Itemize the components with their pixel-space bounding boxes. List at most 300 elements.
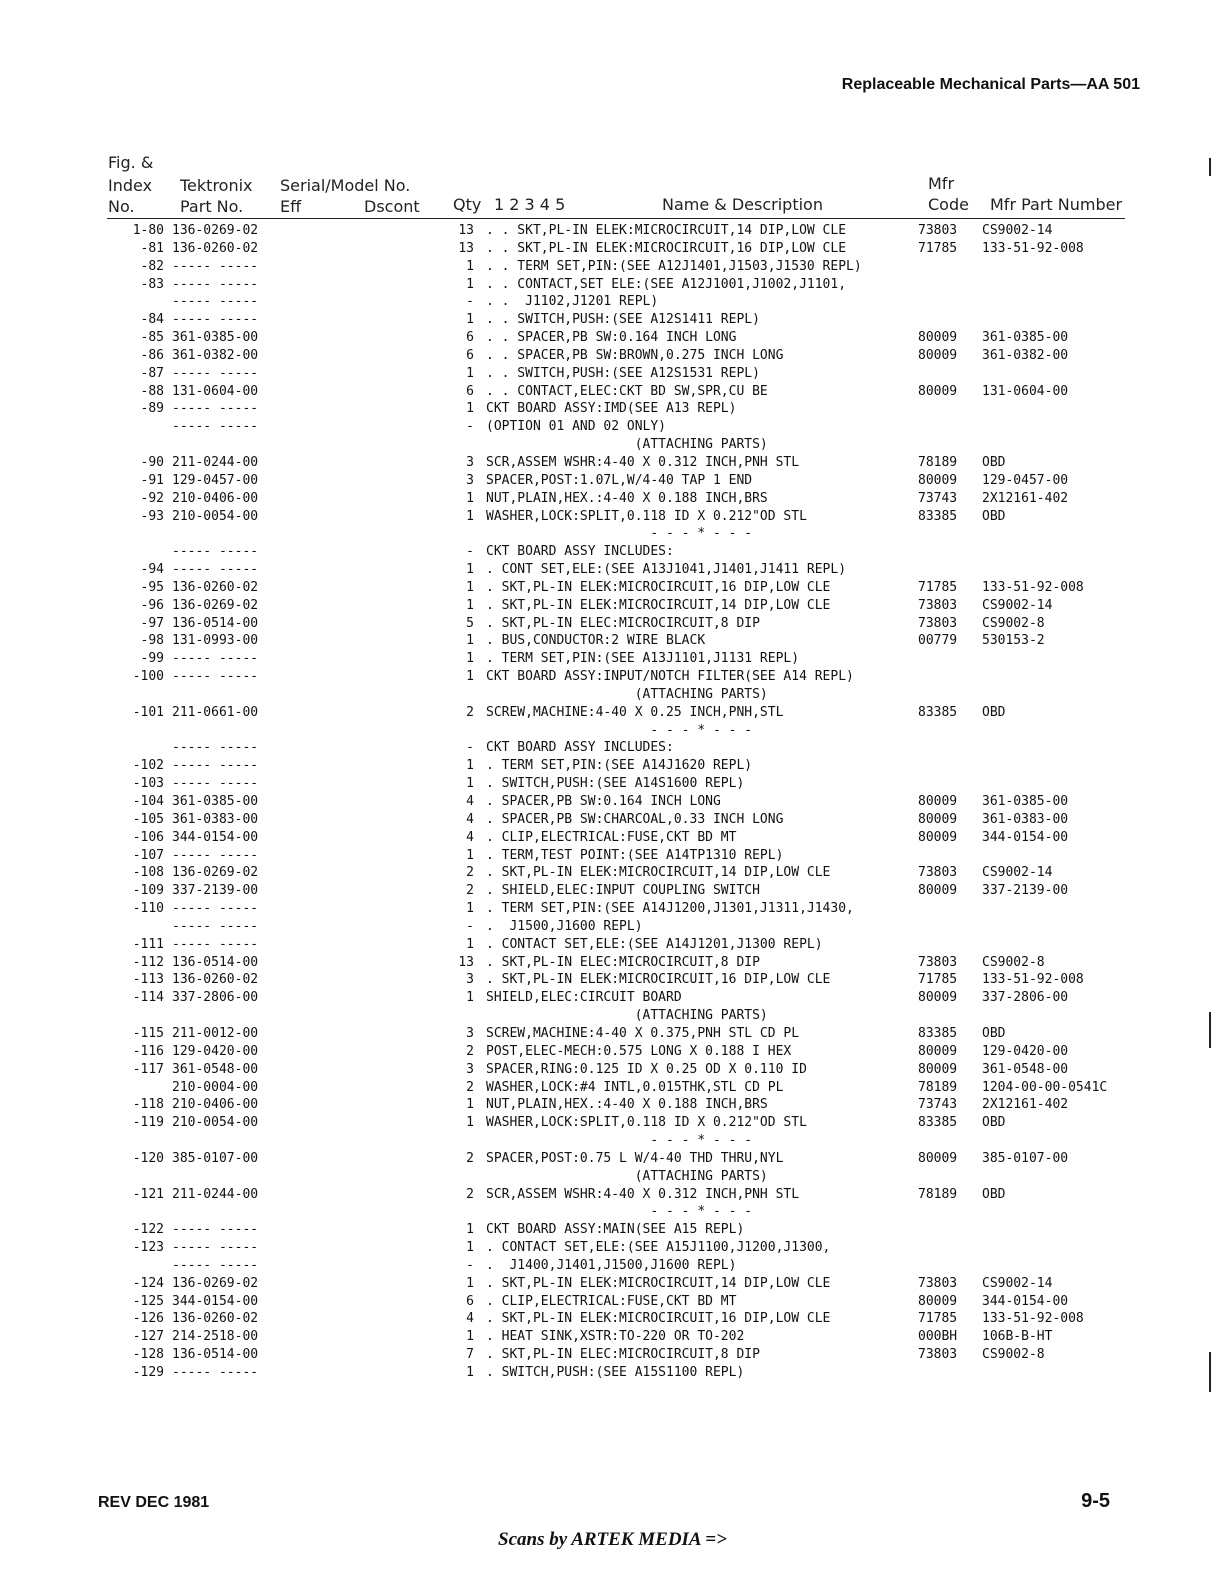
part-number-cell: 129-0457-00 (172, 472, 259, 488)
mfr-part-number-cell: 133-51-92-008 (982, 579, 1084, 595)
col-tektronix-line1: Tektronix (180, 176, 253, 195)
table-row (0, 954, 1225, 972)
index-cell: -83 (140, 276, 164, 292)
table-row (0, 1328, 1225, 1346)
mfr-code-cell: 71785 (918, 972, 958, 988)
qty-cell: 2 (466, 1186, 474, 1202)
qty-cell: 13 (458, 240, 474, 256)
table-row (0, 311, 1225, 329)
qty-cell: 1 (466, 508, 474, 524)
part-number-cell: 211-0661-00 (172, 704, 259, 720)
description-cell: CKT BOARD ASSY INCLUDES: (486, 544, 674, 560)
index-cell: -99 (140, 651, 164, 667)
mfr-code-cell: 73803 (918, 954, 958, 970)
col-fig-line1: Fig. & (108, 153, 154, 172)
part-number-cell: 136-0260-02 (172, 972, 259, 988)
mfr-part-number-cell: CS9002-14 (982, 223, 1053, 238)
mfr-code-cell: 80009 (918, 1043, 958, 1059)
mfr-part-number-cell: 129-0420-00 (982, 1043, 1069, 1059)
header-rule (107, 218, 1125, 219)
mfr-part-number-cell: 133-51-92-008 (982, 972, 1084, 988)
index-cell: -102 (132, 758, 164, 774)
scan-credit: Scans by ARTEK MEDIA => (498, 1529, 727, 1550)
description-cell: . CONTACT SET,ELE:(SEE A15J1100,J1200,J1300, (486, 1240, 831, 1256)
part-number-cell: 211-0244-00 (172, 454, 259, 470)
index-cell: -111 (132, 936, 164, 952)
table-row (0, 1186, 1225, 1204)
index-cell: -123 (132, 1240, 164, 1256)
qty-cell: 1 (466, 847, 474, 863)
table-row (0, 1096, 1225, 1114)
qty-cell: - (466, 294, 474, 310)
description-cell: . . CONTACT,ELEC:CKT BD SW,SPR,CU BE (486, 383, 768, 399)
description-cell: - - - * - - - (486, 1204, 753, 1220)
table-row (0, 436, 1225, 454)
table-row (0, 1364, 1225, 1382)
index-cell: -98 (140, 633, 164, 649)
index-cell: -124 (132, 1275, 164, 1291)
part-number-cell: ----- ----- (172, 847, 259, 863)
description-cell: . SWITCH,PUSH:(SEE A15S1100 REPL) (486, 1365, 745, 1380)
index-cell: -90 (140, 454, 164, 470)
mfr-code-cell: 000BH (918, 1329, 958, 1345)
part-number-cell: ----- ----- (172, 651, 259, 667)
part-number-cell: 214-2518-00 (172, 1329, 259, 1345)
description-cell: . . SKT,PL-IN ELEK:MICROCIRCUIT,16 DIP,LOW CLE (486, 240, 847, 256)
qty-cell: 1 (466, 365, 474, 381)
index-cell: -109 (132, 883, 164, 899)
qty-cell: 1 (466, 401, 474, 417)
mfr-code-cell: 73743 (918, 490, 958, 506)
description-cell: (ATTACHING PARTS) (486, 686, 768, 702)
table-row (0, 1346, 1225, 1364)
index-cell: -125 (132, 1293, 164, 1309)
col-mfr-part-number: Mfr Part Number (990, 195, 1123, 214)
index-cell: -114 (132, 990, 164, 1006)
index-cell: -106 (132, 829, 164, 845)
qty-cell: 1 (466, 579, 474, 595)
table-row (0, 1203, 1225, 1221)
part-number-cell: 361-0382-00 (172, 347, 259, 363)
table-row (0, 1079, 1225, 1097)
description-cell: CKT BOARD ASSY:INPUT/NOTCH FILTER(SEE A14 REPL) (486, 669, 854, 685)
part-number-cell: 337-2806-00 (172, 990, 259, 1006)
part-number-cell: 211-0244-00 (172, 1186, 259, 1202)
mfr-part-number-cell: 385-0107-00 (982, 1150, 1069, 1166)
part-number-cell: 136-0269-02 (172, 865, 259, 881)
qty-cell: 2 (466, 1150, 474, 1166)
index-cell: -121 (132, 1186, 164, 1202)
qty-cell: - (466, 740, 474, 756)
table-row (0, 739, 1225, 757)
table-row (0, 1293, 1225, 1311)
table-row (0, 882, 1225, 900)
mfr-part-number-cell: 131-0604-00 (982, 383, 1069, 399)
description-cell: . SKT,PL-IN ELEK:MICROCIRCUIT,16 DIP,LOW CLE (486, 972, 831, 988)
table-row (0, 1239, 1225, 1257)
index-cell: -92 (140, 490, 164, 506)
table-row (0, 329, 1225, 347)
mfr-code-cell: 80009 (918, 1293, 958, 1309)
mfr-part-number-cell: 361-0385-00 (982, 794, 1069, 809)
table-row (0, 383, 1225, 401)
col-mfr-line2: Code (928, 195, 969, 214)
table-row (0, 454, 1225, 472)
part-number-cell: 136-0269-02 (172, 223, 259, 238)
qty-cell: 1 (466, 901, 474, 917)
mfr-code-cell: 73743 (918, 1097, 958, 1113)
qty-cell: 1 (466, 1222, 474, 1238)
qty-cell: 2 (466, 865, 474, 881)
column-headers (0, 150, 1225, 220)
table-row (0, 650, 1225, 668)
description-cell: . TERM SET,PIN:(SEE A14J1620 REPL) (486, 758, 753, 774)
mfr-part-number-cell: 1204-00-00-0541C (982, 1079, 1108, 1095)
table-row (0, 1310, 1225, 1328)
part-number-cell: 136-0260-02 (172, 240, 259, 256)
description-cell: . SPACER,PB SW:CHARCOAL,0.33 INCH LONG (486, 811, 784, 827)
index-cell: -110 (132, 901, 164, 917)
qty-cell: 1 (466, 276, 474, 292)
qty-cell: 1 (466, 562, 474, 578)
mfr-code-cell: 83385 (918, 508, 958, 524)
description-cell: . SPACER,PB SW:0.164 INCH LONG (486, 794, 721, 809)
table-row (0, 900, 1225, 918)
qty-cell: 1 (466, 758, 474, 774)
description-cell: . CLIP,ELECTRICAL:FUSE,CKT BD MT (486, 1293, 737, 1309)
qty-cell: 2 (466, 1043, 474, 1059)
qty-cell: 1 (466, 776, 474, 792)
description-cell: SCR,ASSEM WSHR:4-40 X 0.312 INCH,PNH STL (486, 1186, 800, 1202)
part-number-cell: ----- ----- (172, 312, 259, 328)
mfr-code-cell: 80009 (918, 990, 958, 1006)
part-number-cell: ----- ----- (172, 294, 259, 310)
part-number-cell: ----- ----- (172, 1222, 259, 1238)
col-qty: Qty (453, 195, 482, 214)
index-cell: -103 (132, 776, 164, 792)
part-number-cell: 136-0514-00 (172, 954, 259, 970)
table-row (0, 543, 1225, 561)
table-row (0, 615, 1225, 633)
table-row (0, 1275, 1225, 1293)
index-cell: -86 (140, 347, 164, 363)
part-number-cell: 361-0385-00 (172, 330, 259, 346)
qty-cell: 1 (466, 258, 474, 274)
col-fig-line2: Index (108, 176, 153, 195)
index-cell: -94 (140, 562, 164, 578)
description-cell: NUT,PLAIN,HEX.:4-40 X 0.188 INCH,BRS (486, 1097, 768, 1113)
page-number: 9-5 (1081, 1490, 1110, 1512)
index-cell: -117 (132, 1061, 164, 1077)
qty-cell: 7 (466, 1347, 474, 1363)
mfr-part-number-cell: 530153-2 (982, 633, 1045, 649)
table-row (0, 722, 1225, 740)
qty-cell: - (466, 419, 474, 435)
table-row (0, 276, 1225, 294)
mfr-part-number-cell: CS9002-8 (982, 615, 1045, 631)
qty-cell: 3 (466, 1025, 474, 1041)
table-row (0, 704, 1225, 722)
description-cell: POST,ELEC-MECH:0.575 LONG X 0.188 I HEX (486, 1043, 792, 1059)
mfr-part-number-cell: 361-0383-00 (982, 811, 1069, 827)
qty-cell: 1 (466, 312, 474, 328)
description-cell: WASHER,LOCK:SPLIT,0.118 ID X 0.212"OD STL (486, 1115, 807, 1131)
index-cell: -119 (132, 1115, 164, 1131)
scan-edge-mark (1209, 1012, 1211, 1048)
mfr-code-cell: 78189 (918, 1079, 958, 1095)
mfr-part-number-cell: 337-2139-00 (982, 883, 1069, 899)
part-number-cell: ----- ----- (172, 1365, 259, 1380)
index-cell: -118 (132, 1097, 164, 1113)
table-row (0, 597, 1225, 615)
description-cell: . . SWITCH,PUSH:(SEE A12S1411 REPL) (486, 312, 760, 328)
table-row (0, 1061, 1225, 1079)
description-cell: SCR,ASSEM WSHR:4-40 X 0.312 INCH,PNH STL (486, 454, 800, 470)
part-number-cell: 136-0260-02 (172, 579, 259, 595)
index-cell: -84 (140, 312, 164, 328)
part-number-cell: 136-0269-02 (172, 597, 259, 613)
qty-cell: - (466, 544, 474, 560)
description-cell: . J1400,J1401,J1500,J1600 REPL) (486, 1257, 737, 1273)
table-row (0, 1043, 1225, 1061)
table-row (0, 686, 1225, 704)
description-cell: SPACER,POST:1.07L,W/4-40 TAP 1 END (486, 472, 753, 488)
mfr-part-number-cell: 133-51-92-008 (982, 240, 1084, 256)
table-row (0, 668, 1225, 686)
part-number-cell: ----- ----- (172, 276, 259, 292)
qty-cell: 4 (466, 829, 474, 845)
index-cell: -115 (132, 1025, 164, 1041)
table-row (0, 1150, 1225, 1168)
mfr-code-cell: 80009 (918, 1150, 958, 1166)
table-row (0, 1025, 1225, 1043)
table-row (0, 793, 1225, 811)
description-cell: . . CONTACT,SET ELE:(SEE A12J1001,J1002,J1101, (486, 276, 847, 292)
description-cell: . SWITCH,PUSH:(SEE A14S1600 REPL) (486, 776, 745, 792)
description-cell: . SKT,PL-IN ELEC:MICROCIRCUIT,8 DIP (486, 954, 760, 970)
part-number-cell: 136-0514-00 (172, 1347, 259, 1363)
parts-table (0, 222, 1225, 1382)
index-cell: -116 (132, 1043, 164, 1059)
mfr-code-cell: 73803 (918, 865, 958, 881)
description-cell: SPACER,POST:0.75 L W/4-40 THD THRU,NYL (486, 1150, 784, 1166)
description-cell: . . SPACER,PB SW:0.164 INCH LONG (486, 330, 737, 346)
table-row (0, 757, 1225, 775)
description-cell: . TERM,TEST POINT:(SEE A14TP1310 REPL) (486, 847, 784, 863)
mfr-part-number-cell: CS9002-8 (982, 1347, 1045, 1363)
index-cell: -105 (132, 811, 164, 827)
part-number-cell: ----- ----- (172, 901, 259, 917)
mfr-part-number-cell: 344-0154-00 (982, 1293, 1069, 1309)
part-number-cell: 211-0012-00 (172, 1025, 259, 1041)
index-cell: -120 (132, 1150, 164, 1166)
index-cell: -122 (132, 1222, 164, 1238)
index-cell: 1-80 (132, 223, 164, 238)
index-cell: -129 (132, 1365, 164, 1380)
index-cell: -91 (140, 472, 164, 488)
qty-cell: 4 (466, 1311, 474, 1327)
col-dscont: Dscont (364, 197, 420, 216)
description-cell: . . SPACER,PB SW:BROWN,0.275 INCH LONG (486, 347, 784, 363)
part-number-cell: ----- ----- (172, 1257, 259, 1273)
mfr-part-number-cell: 133-51-92-008 (982, 1311, 1084, 1327)
part-number-cell: ----- ----- (172, 758, 259, 774)
qty-cell: - (466, 1257, 474, 1273)
mfr-code-cell: 83385 (918, 1115, 958, 1131)
index-cell: -128 (132, 1347, 164, 1363)
description-cell: CKT BOARD ASSY:MAIN(SEE A15 REPL) (486, 1222, 745, 1238)
mfr-code-cell: 73803 (918, 1275, 958, 1291)
qty-cell: 1 (466, 651, 474, 667)
table-row (0, 472, 1225, 490)
description-cell: WASHER,LOCK:SPLIT,0.118 ID X 0.212"OD STL (486, 508, 807, 524)
part-number-cell: 131-0993-00 (172, 633, 259, 649)
mfr-part-number-cell: OBD (982, 508, 1006, 524)
mfr-code-cell: 80009 (918, 883, 958, 899)
mfr-part-number-cell: 344-0154-00 (982, 829, 1069, 845)
index-cell: -95 (140, 579, 164, 595)
mfr-part-number-cell: OBD (982, 1025, 1006, 1041)
col-levels: 1 2 3 4 5 (494, 195, 566, 214)
index-cell: -87 (140, 365, 164, 381)
index-cell: -82 (140, 258, 164, 274)
qty-cell: 3 (466, 472, 474, 488)
index-cell: -112 (132, 954, 164, 970)
qty-cell: 4 (466, 794, 474, 809)
description-cell: SCREW,MACHINE:4-40 X 0.25 INCH,PNH,STL (486, 704, 784, 720)
description-cell: . . J1102,J1201 REPL) (486, 294, 659, 310)
mfr-code-cell: 80009 (918, 1061, 958, 1077)
description-cell: . TERM SET,PIN:(SEE A14J1200,J1301,J1311,J1430, (486, 901, 854, 917)
description-cell: . CONT SET,ELE:(SEE A13J1041,J1401,J1411 REPL) (486, 562, 847, 578)
qty-cell: 1 (466, 490, 474, 506)
index-cell: -81 (140, 240, 164, 256)
mfr-code-cell: 73803 (918, 1347, 958, 1363)
description-cell: . HEAT SINK,XSTR:TO-220 OR TO-202 (486, 1329, 745, 1345)
mfr-code-cell: 73803 (918, 223, 958, 238)
index-cell: -113 (132, 972, 164, 988)
qty-cell: 3 (466, 454, 474, 470)
qty-cell: 5 (466, 615, 474, 631)
part-number-cell: ----- ----- (172, 936, 259, 952)
col-tektronix-line2: Part No. (180, 197, 244, 216)
part-number-cell: 136-0514-00 (172, 615, 259, 631)
part-number-cell: ----- ----- (172, 365, 259, 381)
qty-cell: 1 (466, 597, 474, 613)
qty-cell: 6 (466, 383, 474, 399)
mfr-code-cell: 80009 (918, 472, 958, 488)
mfr-code-cell: 78189 (918, 1186, 958, 1202)
mfr-code-cell: 80009 (918, 794, 958, 809)
table-row (0, 936, 1225, 954)
qty-cell: 1 (466, 1329, 474, 1345)
mfr-part-number-cell: CS9002-8 (982, 954, 1045, 970)
table-row (0, 632, 1225, 650)
index-cell: -104 (132, 794, 164, 809)
index-cell: -108 (132, 865, 164, 881)
index-cell: -85 (140, 330, 164, 346)
description-cell: WASHER,LOCK:#4 INTL,0.015THK,STL CD PL (486, 1079, 784, 1095)
description-cell: (OPTION 01 AND 02 ONLY) (486, 419, 667, 435)
part-number-cell: ----- ----- (172, 401, 259, 417)
part-number-cell: 131-0604-00 (172, 383, 259, 399)
mfr-code-cell: 71785 (918, 579, 958, 595)
description-cell: CKT BOARD ASSY:IMD(SEE A13 REPL) (486, 401, 737, 417)
qty-cell: 6 (466, 330, 474, 346)
table-row (0, 989, 1225, 1007)
index-cell: -100 (132, 669, 164, 685)
qty-cell: 3 (466, 1061, 474, 1077)
table-row (0, 1168, 1225, 1186)
col-fig-line3: No. (108, 197, 135, 216)
description-cell: . SHIELD,ELEC:INPUT COUPLING SWITCH (486, 883, 760, 899)
qty-cell: 2 (466, 704, 474, 720)
table-row (0, 222, 1225, 240)
part-number-cell: 210-0054-00 (172, 508, 259, 524)
table-row (0, 418, 1225, 436)
mfr-code-cell: 00779 (918, 633, 958, 649)
part-number-cell: ----- ----- (172, 918, 259, 934)
description-cell: . SKT,PL-IN ELEK:MICROCIRCUIT,16 DIP,LOW CLE (486, 579, 831, 595)
table-row (0, 847, 1225, 865)
part-number-cell: 385-0107-00 (172, 1150, 259, 1166)
index-cell: -97 (140, 615, 164, 631)
scan-edge-mark (1209, 1352, 1211, 1392)
index-cell: -126 (132, 1311, 164, 1327)
part-number-cell: 361-0383-00 (172, 811, 259, 827)
qty-cell: 1 (466, 936, 474, 952)
mfr-code-cell: 71785 (918, 240, 958, 256)
part-number-cell: 361-0385-00 (172, 794, 259, 809)
part-number-cell: 361-0548-00 (172, 1061, 259, 1077)
index-cell: -101 (132, 704, 164, 720)
index-cell: -127 (132, 1329, 164, 1345)
table-row (0, 829, 1225, 847)
mfr-part-number-cell: OBD (982, 1115, 1006, 1131)
index-cell: -93 (140, 508, 164, 524)
qty-cell: 13 (458, 223, 474, 238)
index-cell: -89 (140, 401, 164, 417)
scan-edge-mark (1209, 158, 1211, 176)
mfr-part-number-cell: 129-0457-00 (982, 472, 1069, 488)
mfr-code-cell: 80009 (918, 811, 958, 827)
index-cell: -88 (140, 383, 164, 399)
col-serial: Serial/Model No. (280, 176, 411, 195)
page-header (780, 76, 1140, 94)
part-number-cell: ----- ----- (172, 776, 259, 792)
description-cell: . . TERM SET,PIN:(SEE A12J1401,J1503,J1530 REPL) (486, 258, 862, 274)
part-number-cell: ----- ----- (172, 562, 259, 578)
table-row (0, 1221, 1225, 1239)
qty-cell: 1 (466, 990, 474, 1006)
table-row (0, 1007, 1225, 1025)
description-cell: - - - * - - - (486, 526, 753, 542)
table-row (0, 258, 1225, 276)
description-cell: . J1500,J1600 REPL) (486, 918, 643, 934)
mfr-code-cell: 73803 (918, 615, 958, 631)
description-cell: . SKT,PL-IN ELEK:MICROCIRCUIT,14 DIP,LOW CLE (486, 1275, 831, 1291)
qty-cell: 1 (466, 633, 474, 649)
part-number-cell: ----- ----- (172, 740, 259, 756)
description-cell: (ATTACHING PARTS) (486, 1168, 768, 1184)
part-number-cell: 210-0004-00 (172, 1079, 259, 1095)
part-number-cell: 337-2139-00 (172, 883, 259, 899)
table-row (0, 1114, 1225, 1132)
description-cell: SPACER,RING:0.125 ID X 0.25 OD X 0.110 ID (486, 1061, 807, 1077)
table-row (0, 775, 1225, 793)
description-cell: (ATTACHING PARTS) (486, 1008, 768, 1024)
description-cell: . SKT,PL-IN ELEC:MICROCIRCUIT,8 DIP (486, 615, 760, 631)
